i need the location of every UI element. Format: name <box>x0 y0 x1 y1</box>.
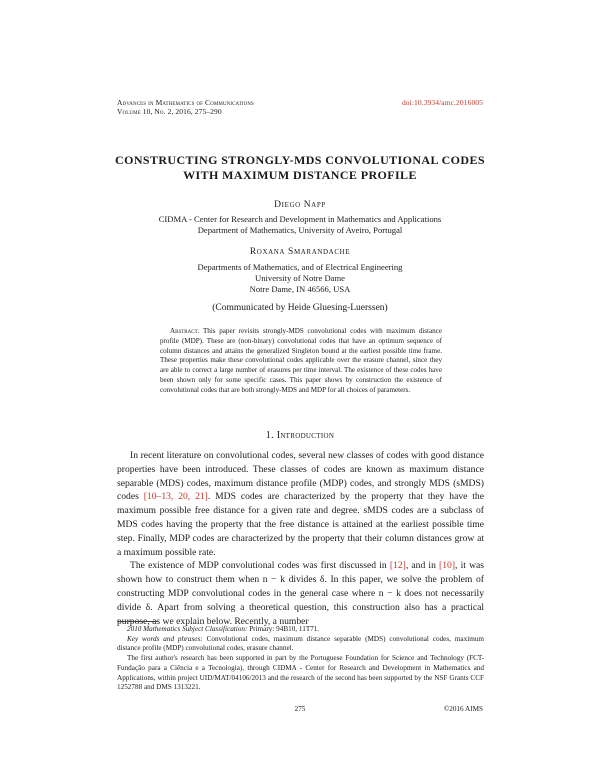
paragraph: In recent literature on convolutional codes, several new classes of codes with good distance properties have been introduced. These classes of codes are known as maximum distance separable (MDS) codes, maximum distance profile (MDP) codes, and strongly MDS (sMDS) codes [10–13, 20, 21]. MDS codes are characterized by the property that they have the maximum possible free distance for a given rate and degree. sMDS codes are a subclass of MDS codes having the property that the free distance is attained at the earliest possible time step. Finally, MDP codes are characterized by the property that their column distances grow at a maximum possible rate. <box>117 450 484 558</box>
page-number: 275 <box>294 705 306 713</box>
footnotes <box>117 625 484 693</box>
citation-link[interactable]: [12] <box>389 560 406 572</box>
citation-link[interactable]: [10–13, 20, 21] <box>143 491 208 503</box>
abstract-label: Abstract. <box>170 327 200 335</box>
paper-title-line2: WITH MAXIMUM DISTANCE PROFILE <box>183 168 417 182</box>
affiliation-line: Department of Mathematics, University of Aveiro, Portugal <box>197 225 403 235</box>
communicated-by: (Communicated by Heide Gluesing-Luerssen) <box>212 303 388 313</box>
journal-name: Advances in Mathematics of Communications <box>117 98 254 107</box>
footnote-keywords: Key words and phrases: Convolutional codes, maximum distance separable (MDS) convolutional codes, maximum distance profile (MDP) convolutional codes, erasure channel. <box>117 634 484 653</box>
author-name-napp: Diego Napp <box>274 200 326 210</box>
footnote-funding: The first author's research has been supported in part by the Portuguese Foundation for Science and Technology (FCT-Fundação para a Ciência e a Tecnologia), through CIDMA - Center for Research and Development in Mathematics and Applications, within project UID/MAT/04106/2013 and the research of the second has been supported by the NSF Grants CCF 1252788 and DMS 1313221. <box>117 654 484 692</box>
affiliation-line: University of Notre Dame <box>255 273 345 283</box>
footnote-msc: 2010 Mathematics Subject Classification: Primary: 94B10, 11T71. <box>127 625 320 633</box>
affiliation-line: Notre Dame, IN 46566, USA <box>249 284 351 294</box>
copyright: ©2016 AIMS <box>443 705 483 713</box>
paper-title-line1: CONSTRUCTING STRONGLY-MDS CONVOLUTIONAL CODES <box>115 153 485 167</box>
doi-link[interactable]: doi:10.3934/amc.2016005 <box>401 98 483 107</box>
abstract <box>160 327 442 396</box>
abstract-text: This paper revisits strongly-MDS convolutional codes with maximum distance profile (MDP). These are (non-binary) convolutional codes that have an optimum sequence of column distances and attains the generalized Singleton bound at the earliest possible time frame. These properties make these convolutional codes applicable over the erasure channel, since they are able to correct a large number of erasures per time interval. The existence of these codes have been shown only for some specific cases. This paper shows by construction the existence of convolutional codes that are both strongly-MDS and MDP for all choices of parameters. <box>160 327 442 394</box>
introduction-body <box>117 449 484 628</box>
citation-link[interactable]: [10] <box>439 560 456 572</box>
author-name-smarandache: Roxana Smarandache <box>249 247 351 257</box>
affiliation-line: CIDMA - Center for Research and Development in Mathematics and Applications <box>158 214 442 224</box>
affiliation-line: Departments of Mathematics, and of Electrical Engineering <box>197 262 403 272</box>
journal-volume: Volume 10, No. 2, 2016, 275–290 <box>117 107 222 116</box>
section-heading-introduction: 1. Introduction <box>265 430 335 441</box>
paragraph: The existence of MDP convolutional codes was first discussed in [12], and in [10], it was shown how to construct them when n − k divides δ. In this paper, we solve the problem of constructing MDP convolutional codes in the general case where n − k does not necessarily divide δ. Apart from solving a theoretical question, this construction also has a practical purpose, as we explain below. Recently, a number <box>117 560 484 627</box>
footnote-rule <box>117 621 157 622</box>
